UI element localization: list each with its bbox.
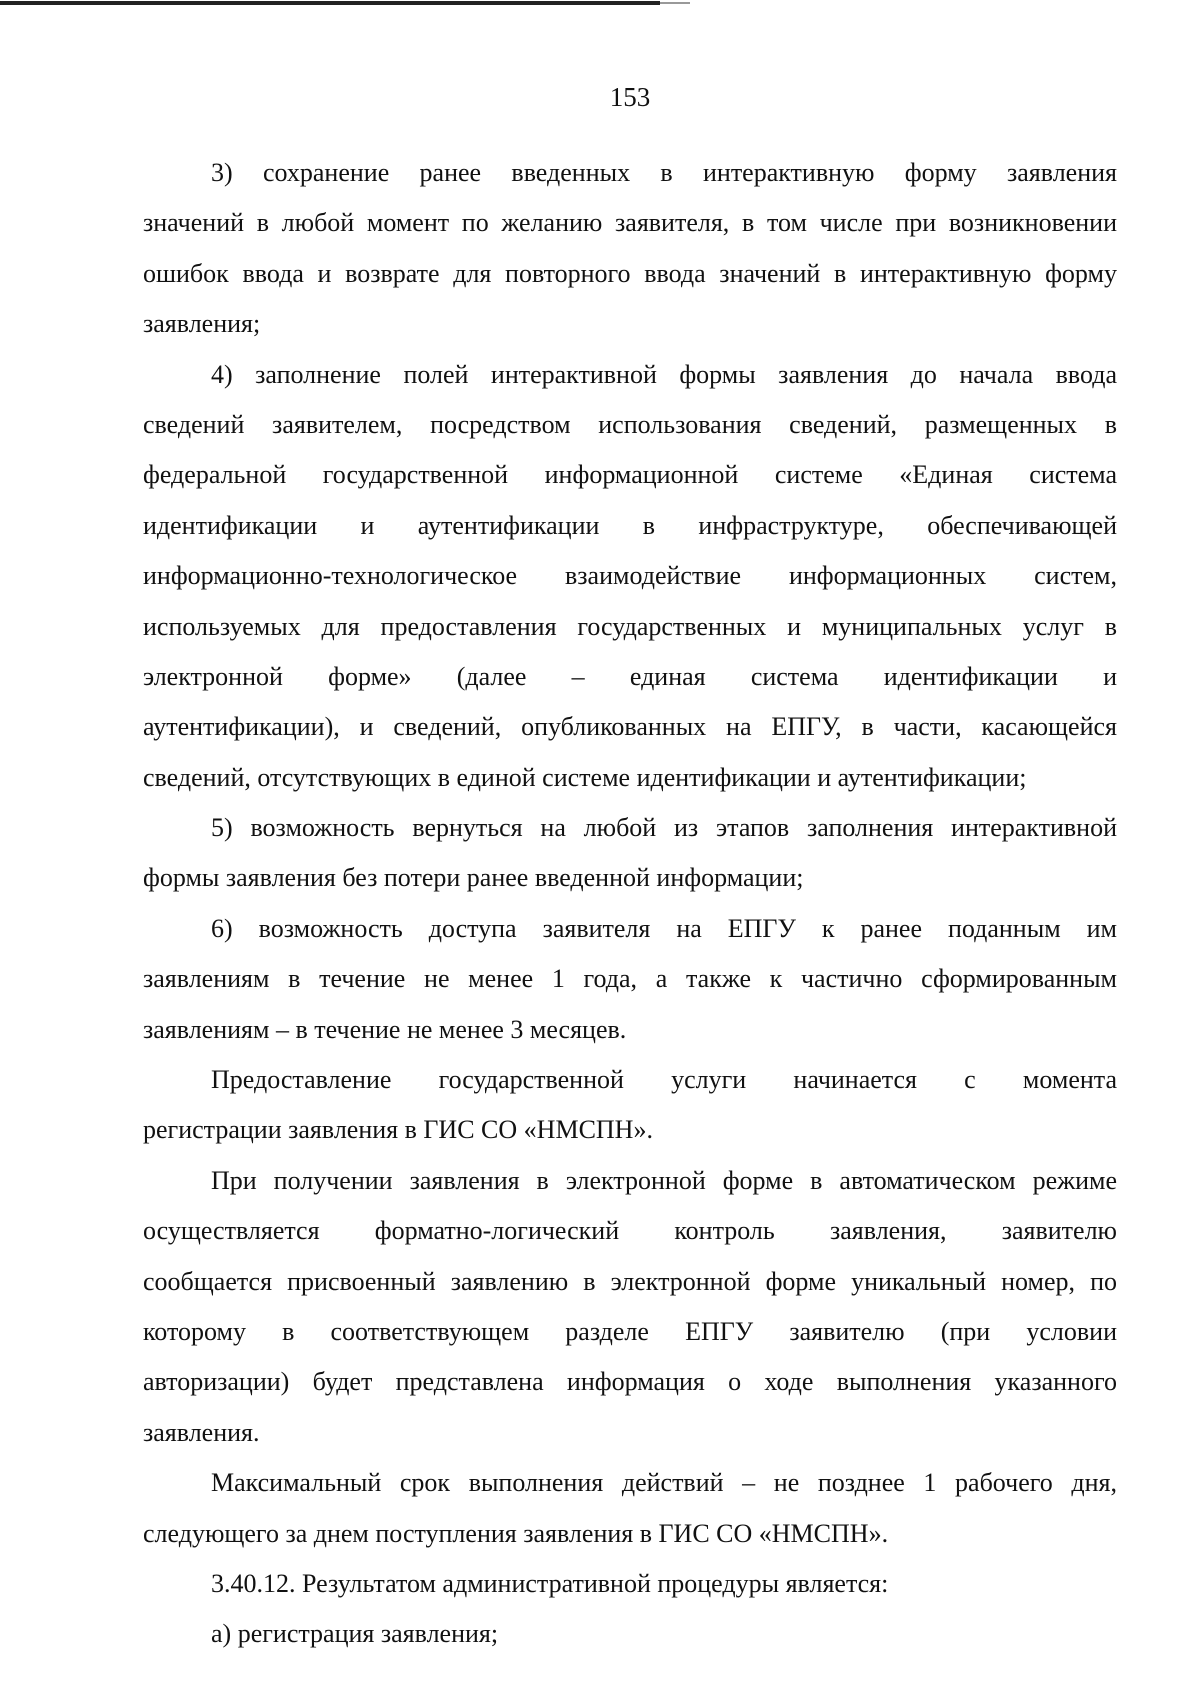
text-line: сообщается присвоенный заявлению в электронной форме уникальный номер, по [143, 1266, 1117, 1296]
paragraph-item-a [143, 1609, 1117, 1659]
text-line: 3) сохранение ранее введенных в интерактивную форму заявления [211, 158, 1117, 187]
paragraph-max-term [143, 1458, 1117, 1559]
text-line: заявлениям – в течение не менее 3 месяцев. [143, 1014, 627, 1044]
text-line: регистрации заявления в ГИС СО «НМСПН». [143, 1115, 653, 1145]
text-line: сведений заявителем, посредством использования сведений, размещенных в [143, 409, 1117, 439]
paragraph-service-start [143, 1055, 1117, 1156]
text-line: 6) возможность доступа заявителя на ЕПГУ к ранее поданным им [211, 913, 1117, 943]
paragraph-item-6 [143, 904, 1117, 1055]
paragraph-item-4 [143, 350, 1117, 804]
text-line: сведений, отсутствующих в единой системе идентификации и аутентификации; [143, 762, 1027, 792]
document-body [143, 148, 1117, 1660]
text-line: а) регистрация заявления; [211, 1619, 499, 1649]
text-line: значений в любой момент по желанию заявителя, в том числе при возникновении [143, 208, 1117, 238]
text-line: информационно-технологическое взаимодействие информационных систем, [143, 561, 1117, 591]
text-line: авторизации) будет представлена информация о ходе выполнения указанного [143, 1367, 1117, 1397]
scan-top-border [0, 1, 660, 5]
paragraph-3-40-12 [143, 1559, 1117, 1609]
paragraph-item-3 [143, 148, 1117, 350]
text-line: заявления. [143, 1417, 260, 1447]
text-line: формы заявления без потери ранее введенной информации; [143, 863, 804, 893]
text-line: заявлениям в течение не менее 1 года, а также к частично сформированным [143, 964, 1117, 994]
text-line: ошибок ввода и возврате для повторного ввода значений в интерактивную форму [143, 258, 1117, 288]
text-line: осуществляется форматно-логический контроль заявления, заявителю [143, 1216, 1117, 1246]
text-line: заявления; [143, 309, 261, 339]
paragraph-item-5 [143, 803, 1117, 904]
text-line: Максимальный срок выполнения действий – не позднее 1 рабочего дня, [211, 1468, 1117, 1498]
text-line: которому в соответствующем разделе ЕПГУ заявителю (при условии [143, 1316, 1117, 1346]
text-line: электронной форме» (далее – единая система идентификации и [143, 661, 1117, 691]
paragraph-electronic-receipt [143, 1156, 1117, 1458]
text-line: При получении заявления в электронной форме в автоматическом режиме [211, 1165, 1117, 1195]
text-line: 5) возможность вернуться на любой из этапов заполнения интерактивной [211, 813, 1117, 843]
text-line: идентификации и аутентификации в инфраструктуре, обеспечивающей [143, 510, 1117, 540]
page-number: 153 [609, 82, 651, 112]
text-line: Предоставление государственной услуги начинается с момента [211, 1065, 1117, 1095]
text-line: используемых для предоставления государственных и муниципальных услуг в [143, 611, 1117, 641]
text-line: 4) заполнение полей интерактивной формы заявления до начала ввода [211, 359, 1117, 389]
text-line: следующего за днем поступления заявления в ГИС СО «НМСПН». [143, 1518, 889, 1548]
text-line: аутентификации), и сведений, опубликованных на ЕПГУ, в части, касающейся [143, 712, 1117, 742]
text-line: федеральной государственной информационной системе «Единая система [143, 460, 1117, 490]
scan-top-border-fade [660, 2, 690, 4]
text-line: 3.40.12. Результатом административной процедуры является: [211, 1568, 889, 1598]
